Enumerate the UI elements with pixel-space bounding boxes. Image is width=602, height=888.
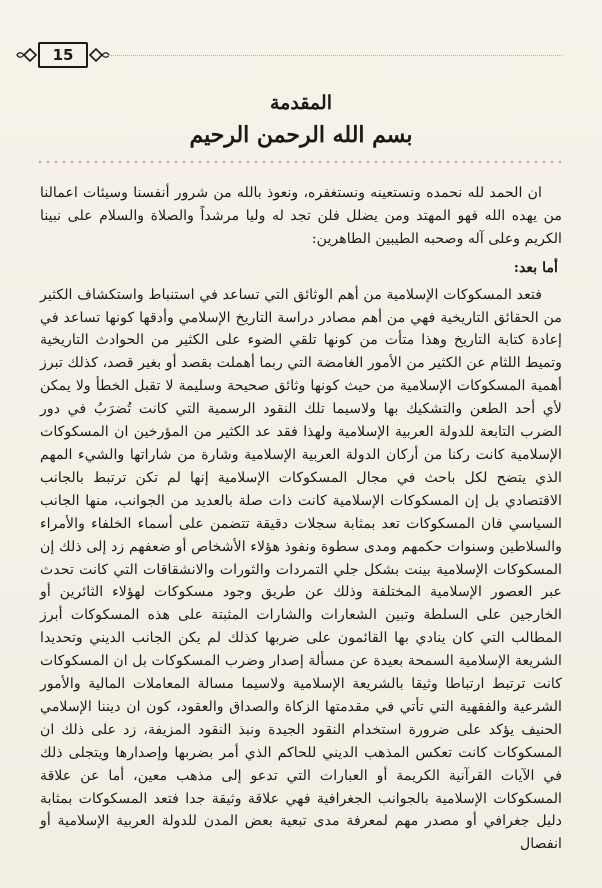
opening-paragraph: ان الحمد لله نحمده ونستعينه ونستغفره، ونعوذ بالله من شرور أنفسنا وسيئات اعمالنا من يهده الله فهو المهتد ومن يضلل فلن تجد له وليا مرشداً والصلاة والسلام على نبينا الكريم وعلى آله وصحبه الطيبين الطاهرين: (40, 185, 562, 247)
header-rule (108, 55, 562, 56)
ornament-right-icon (88, 44, 110, 66)
ornament-left-icon (16, 44, 38, 66)
after-heading: أما بعد: (513, 259, 558, 276)
basmala-heading: بسم الله الرحمن الرحيم (189, 122, 413, 148)
section-title: المقدمة (269, 92, 332, 114)
dotted-divider (36, 158, 566, 166)
page-number: 15 (38, 42, 88, 68)
body-text (40, 182, 562, 856)
main-paragraph: فتعد المسكوكات الإسلامية من أهم الوثائق التي تساعد في استنباط واستكشاف الكثير من الحقائق التاريخية فهي من أهم مصادر دراسة التاريخ الإسلامي وأدقها كونها تساعد في إعادة كتابة التاريخ وهذا متأت من كونها تلقي الضوء على الكثير من الحوادث التاريخية وتميط اللثام عن الكثير من الأمور الغامضة التي ربما أهملت بقصد أو بغير قصد، كذلك تبرز أهمية المسكوكات الإسلامية من حيث كونها وثائق صحيحة وسليمة لا تقبل الخطأ ولا يمكن لأي أحد الطعن والتشكيك بها ولاسيما تلك النقود الرسمية التي كانت تُضرَبُ في دور الضرب التابعة للدولة العربية الإسلامية ولهذا فقد عد الكثير من المؤرخين ان المسكوكات الإسلامية كانت ركنا من أركان الدولة العربية الإسلامية وشارة من شاراتها والشيء المهم الذي يتضح لكل باحث في مجال المسكوكات الإسلامية إنها لم تكن ترتبط بالجانب الاقتصادي بل إن المسكوكات الإسلامية كانت ذات صلة بالعديد من الجوانب، منها الجانب السياسي فان المسكوكات تعد بمثابة سجلات دقيقة تتضمن على أسماء الخلفاء والأمراء والسلاطين وسنوات حكمهم ومدى سطوة ونفوذ هؤلاء الأشخاص أو ضعفهم زد إلى ذلك إن المسكوكات الإسلامية بينت بشكل جلي التمردات والثورات والانشقاقات التي كانت تحدث عبر العصور الإسلامية المختلفة وذلك عن طريق وجود مسكوكات لهؤلاء الثائرين أو الخارجين على السلطة وتبين الشعارات والشارات المثبتة على هذه المسكوكات أبرز المطالب التي كان ينادي بها القائمون على ضربها كذلك لم يكن الجانب الديني وتحديدا الشريعة الإسلامية السمحة بعيدة عن مسألة إصدار وضرب المسكوكات بل ان المسكوكات كانت ترتبط ارتباطا وثيقا بالشريعة الإسلامية ولاسيما مسالة المعاملات المالية والأمور الشرعية والفقهية التي تأتي في مقدمتها الزكاة والصداق والعقود، كون ان ديننا الإسلامي الحنيف يؤكد على ضرورة استخدام النقود الجيدة ونبذ النقود المزيفة، زد على ذلك ان المسكوكات كانت تعكس المذهب الديني للحاكم الذي أمر بضربها وإصدارها ويتجلى ذلك في الآيات القرآنية الكريمة أو العبارات التي تدعو إلى مذهب معين، أما عن علاقة المسكوكات الإسلامية بالجوانب الجغرافية فهي علاقة وثيقة جدا فتعد المسكوكات بمثابة دليل جغرافي أو مصدر مهم لمعرفة مدى تبعية بعض المدن للدولة العربية الإسلامية أو انفصال (40, 286, 562, 853)
